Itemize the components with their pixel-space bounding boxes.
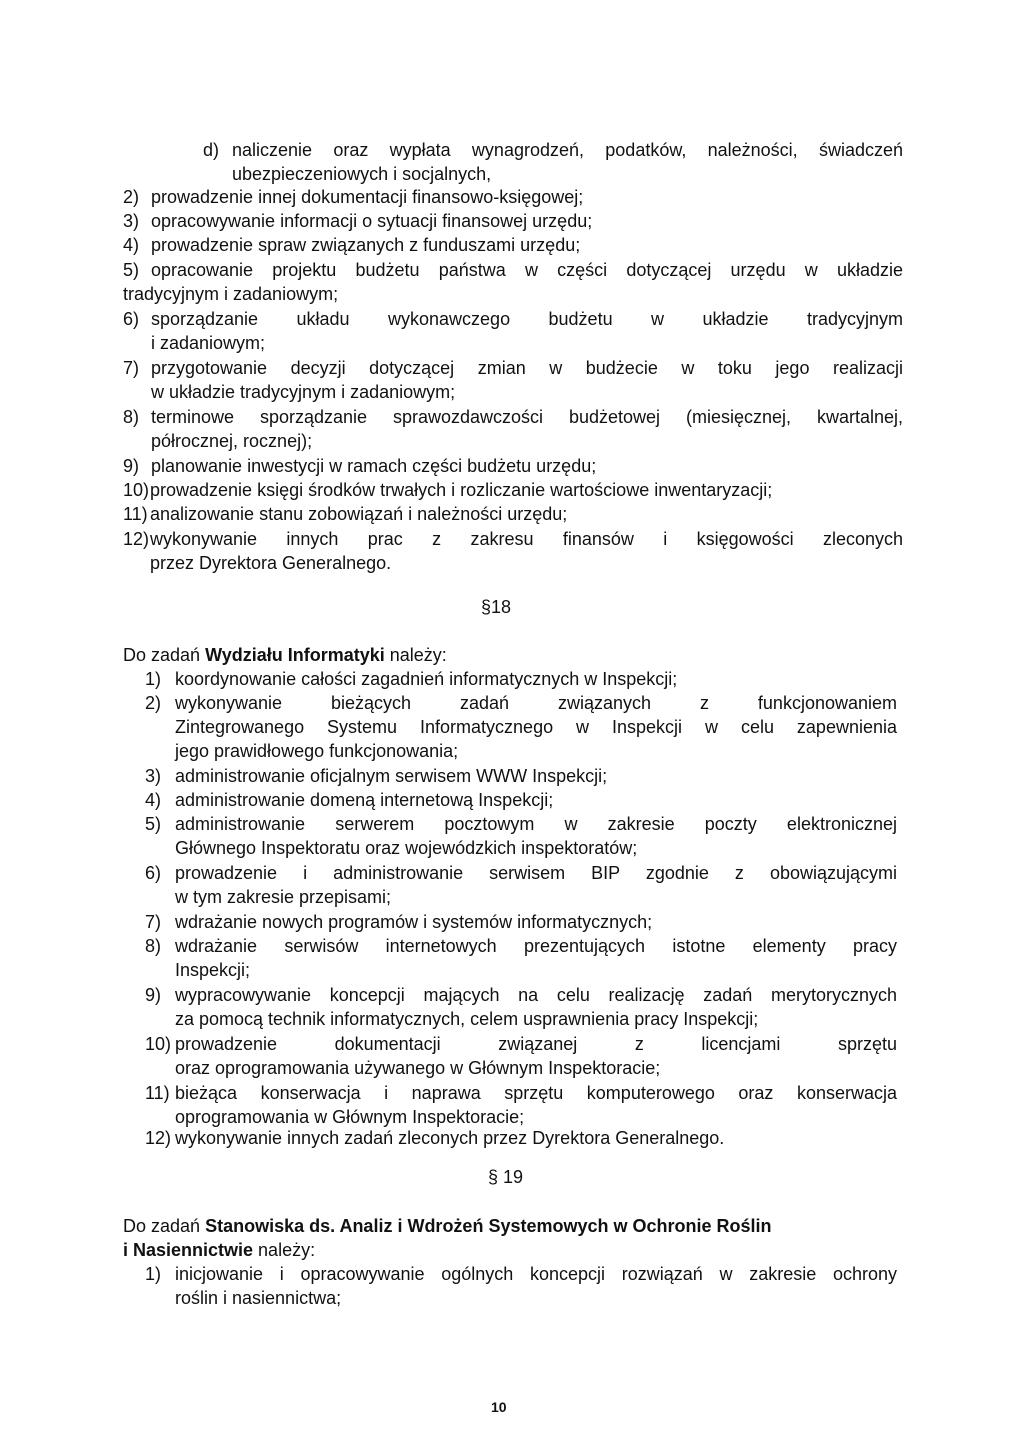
unit-name-continuation: i Nasiennictwie [123, 1240, 254, 1260]
item-text: bieżąca konserwacja i naprawa sprzętu komputerowego oraz konserwacja oprogramowania w Głównym Inspektoracie; [175, 1083, 897, 1127]
item-label: 8) [145, 936, 162, 956]
item-label: 1) [145, 669, 162, 689]
item-label: 9) [145, 985, 162, 1005]
item-text: planowanie inwestycji w ramach części budżetu urzędu; [151, 456, 597, 476]
item-label: 5) [123, 260, 140, 280]
item-text: prowadzenie dokumentacji związanej z licencjami sprzętu oraz oprogramowania używanego w Głównym Inspektoracie; [175, 1034, 897, 1078]
item-text: koordynowanie całości zagadnień informatycznych w Inspekcji; [175, 669, 678, 689]
unit-name: Wydziału Informatyki [205, 645, 385, 665]
item-text: prowadzenie i administrowanie serwisem BIP zgodnie z obowiązującymi w tym zakresie przepisami; [175, 863, 897, 907]
item-label: 3) [145, 766, 162, 786]
item-label: 10) [145, 1034, 172, 1054]
item-text: opracowywanie informacji o sytuacji finansowej urzędu; [151, 211, 593, 231]
item-label: 7) [145, 912, 162, 932]
item-text: naliczenie oraz wypłata wynagrodzeń, podatków, należności, świadczeń ubezpieczeniowych i socjalnych, [232, 140, 903, 184]
item-text-continuation: tradycyjnym i zadaniowym; [123, 284, 339, 304]
item-label: 11) [123, 504, 148, 524]
section-heading: § 19 [488, 1167, 524, 1187]
item-label: 3) [123, 211, 140, 231]
item-text: opracowanie projektu budżetu państwa w części dotyczącej urzędu w układzie [151, 260, 903, 280]
item-text: administrowanie serwerem pocztowym w zakresie poczty elektronicznej Głównego Inspektoratu oraz wojewódzkich inspektoratów; [175, 814, 897, 858]
item-text: prowadzenie spraw związanych z funduszami urzędu; [151, 235, 581, 255]
item-text: sporządzanie układu wykonawczego budżetu w układzie tradycyjnym i zadaniowym; [151, 309, 903, 353]
page-number: 10 [491, 1399, 507, 1415]
item-label: 2) [145, 693, 162, 713]
section-intro: Do zadań Stanowiska ds. Analiz i Wdrożeń Systemowych w Ochronie Roślin i Nasiennictwie należy: [123, 1216, 772, 1260]
item-text: wykonywanie innych zadań zleconych przez Dyrektora Generalnego. [175, 1128, 725, 1148]
item-label: 9) [123, 456, 140, 476]
item-label: 12) [145, 1128, 172, 1148]
item-label: 5) [145, 814, 162, 834]
item-label: 6) [145, 863, 162, 883]
item-label: 4) [145, 790, 162, 810]
item-label: 8) [123, 407, 140, 427]
item-text: administrowanie oficjalnym serwisem WWW Inspekcji; [175, 766, 608, 786]
item-label: d) [203, 140, 220, 160]
item-text: inicjowanie i opracowywanie ogólnych koncepcji rozwiązań w zakresie ochrony roślin i nasiennictwa; [175, 1264, 897, 1308]
item-text: przygotowanie decyzji dotyczącej zmian w budżecie w toku jego realizacji w układzie tradycyjnym i zadaniowym; [151, 358, 903, 402]
section-intro: Do zadań Wydziału Informatyki należy: [123, 645, 447, 665]
item-label: 12) [123, 529, 150, 549]
item-label: 2) [123, 187, 140, 207]
item-text: analizowanie stanu zobowiązań i należności urzędu; [150, 504, 568, 524]
item-text: terminowe sporządzanie sprawozdawczości budżetowej (miesięcznej, kwartalnej, półrocznej, rocznej); [151, 407, 903, 451]
item-label: 4) [123, 235, 140, 255]
item-label: 1) [145, 1264, 162, 1284]
item-text: wdrażanie nowych programów i systemów informatycznych; [175, 912, 653, 932]
item-label: 6) [123, 309, 140, 329]
item-label: 7) [123, 358, 140, 378]
item-text: administrowanie domeną internetową Inspekcji; [175, 790, 554, 810]
item-text: wypracowywanie koncepcji mających na celu realizację zadań merytorycznych za pomocą technik informatycznych, celem usprawnienia pracy Inspekcji; [175, 985, 897, 1029]
unit-name: Stanowiska ds. Analiz i Wdrożeń Systemowych w Ochronie Roślin [205, 1216, 772, 1236]
item-text: wykonywanie bieżących zadań związanych z funkcjonowaniem Zintegrowanego Systemu Informatycznego w Inspekcji w celu zapewnienia jego prawidłowego funkcjonowania; [175, 693, 897, 761]
item-text: wdrażanie serwisów internetowych prezentujących istotne elementy pracy Inspekcji; [175, 936, 897, 980]
item-label: 11) [145, 1083, 170, 1103]
item-text: prowadzenie księgi środków trwałych i rozliczanie wartościowe inwentaryzacji; [150, 480, 773, 500]
item-text: wykonywanie innych prac z zakresu finansów i księgowości zleconych przez Dyrektora Generalnego. [150, 529, 903, 573]
item-text: prowadzenie innej dokumentacji finansowo-księgowej; [151, 187, 584, 207]
section-heading: §18 [481, 597, 512, 617]
item-label: 10) [123, 480, 150, 500]
